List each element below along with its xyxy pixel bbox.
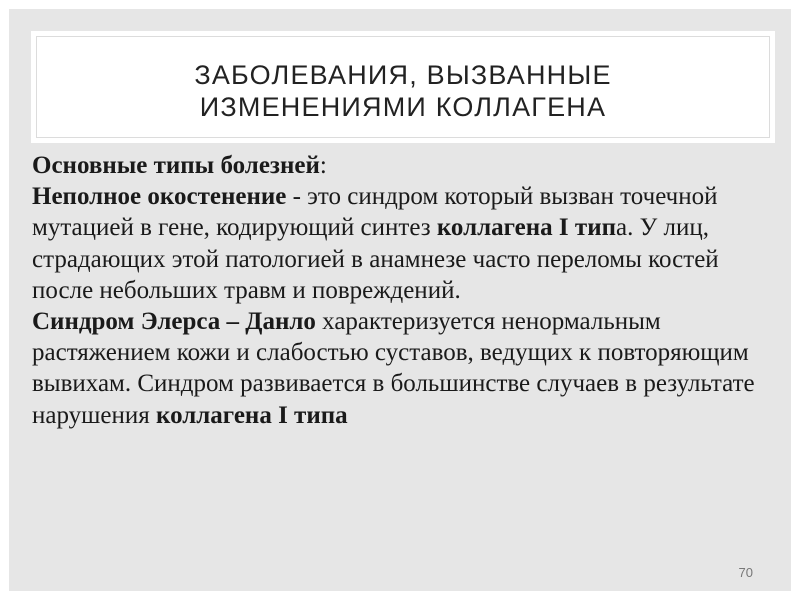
intro-colon: : xyxy=(319,152,327,179)
page-number: 70 xyxy=(738,565,753,580)
paragraph-osteogenesis xyxy=(32,181,782,306)
title-line-1: ЗАБОЛЕВАНИЯ, ВЫЗВАННЫЕ xyxy=(194,60,612,90)
title-line-2: ИЗМЕНЕНИЯМИ КОЛЛАГЕНА xyxy=(199,92,607,122)
title-box xyxy=(31,31,775,143)
paragraph-ehlers-danlos xyxy=(32,306,782,431)
slide-title xyxy=(31,59,775,123)
term-ehlers-danlos: Синдром Элерса – Данло xyxy=(32,308,316,336)
term-collagen-type1: коллагена I тип xyxy=(436,214,616,242)
osteogenesis-text-2: а. У лиц, страдающих этой патологией в анамнезе часто переломы костей после небольших травм и повреждений. xyxy=(32,214,719,304)
slide xyxy=(9,9,791,591)
intro-paragraph xyxy=(32,150,782,181)
slide-body xyxy=(32,150,782,431)
term-collagen-type1-2: коллагена I типа xyxy=(156,401,348,429)
intro-heading: Основные типы болезней xyxy=(32,152,320,179)
ehlers-danlos-text: характеризуется ненормальным растяжением кожи и слабостью суставов, ведущих к повторяющим вывихам. Синдром развивается в большинстве случаев в результате нарушения xyxy=(32,308,755,429)
osteogenesis-text-1: - это синдром который вызван точечной мутацией в гене, кодирующий синтез xyxy=(32,183,718,242)
term-osteogenesis: Неполное окостенение xyxy=(32,183,287,211)
